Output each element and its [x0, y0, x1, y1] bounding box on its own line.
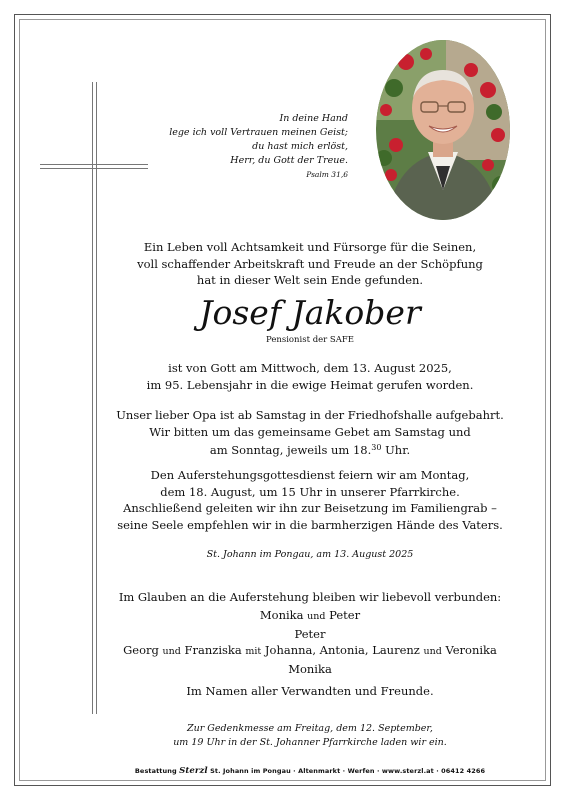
profession: Pensionist der SAFE: [265, 335, 354, 345]
relative-name: Johanna, Antonia, Laurenz: [264, 643, 420, 657]
service-line: Den Auferstehungsgottesdienst feiern wir am Montag,: [150, 468, 470, 482]
viewing-notice: [110, 407, 510, 459]
relatives-row: [110, 607, 510, 626]
psalm-reference: Psalm 31,6: [306, 170, 348, 179]
death-notice: [110, 360, 510, 393]
death-line: im 95. Lebensjahr in die ewige Heimat gerufen worden.: [146, 377, 474, 392]
conjunction: und: [423, 646, 442, 657]
psalm-line: In deine Hand: [279, 113, 348, 124]
footer-undertaker: [110, 766, 510, 776]
relatives-row: Im Namen aller Verwandten und Freunde.: [186, 684, 434, 698]
requiem-line: um 19 Uhr in der St. Johanner Pfarrkirche laden wir ein.: [173, 736, 447, 748]
relative-name: Monika: [259, 608, 304, 622]
faith-statement: Im Glauben an die Auferstehung bleiben wir liebevoll verbunden:: [118, 590, 502, 604]
undertaker-logo: Sterzl: [179, 766, 208, 776]
psalm-verse: [150, 112, 348, 182]
psalm-line: Herr, du Gott der Treue.: [230, 155, 348, 166]
psalm-line: lege ich voll Vertrauen meinen Geist;: [169, 127, 348, 138]
intro-line: voll schaffender Arbeitskraft und Freude an der Schöpfung: [137, 256, 483, 271]
relatives-row: Monika: [288, 661, 332, 676]
psalm-line: du hast mich erlöst,: [252, 141, 348, 152]
viewing-time-suffix: Uhr.: [381, 443, 411, 457]
viewing-time-minutes: 30: [371, 443, 382, 452]
intro-line: hat in dieser Welt sein Ende gefunden.: [196, 273, 424, 287]
funeral-service: [110, 467, 510, 533]
relative-name: Peter: [329, 608, 361, 622]
relative-name: Franziska: [184, 643, 242, 657]
intro-line: Ein Leben voll Achtsamkeit und Fürsorge für die Seinen,: [143, 240, 477, 254]
relatives-list: [110, 607, 510, 700]
viewing-line: Wir bitten um das gemeinsame Gebet am Samstag und: [149, 424, 471, 439]
requiem-line: Zur Gedenkmesse am Freitag, dem 12. September,: [187, 723, 433, 734]
viewing-line: Unser lieber Opa ist ab Samstag in der Friedhofshalle aufgebahrt.: [116, 408, 504, 422]
deceased-name: Josef Jakober: [199, 293, 421, 332]
footer-contact: St. Johann im Pongau · Altenmarkt · Werfen · www.sterzl.at · 06412 4266: [210, 767, 486, 775]
footer-prefix: Bestattung: [134, 767, 177, 775]
conjunction: und: [307, 611, 326, 622]
viewing-line: [110, 440, 510, 459]
service-line: Anschließend geleiten wir ihn zur Beisetzung im Familiengrab –: [123, 501, 497, 515]
place-date: St. Johann im Pongau, am 13. August 2025: [206, 549, 414, 560]
service-line: dem 18. August, um 15 Uhr in unserer Pfarrkirche.: [160, 484, 460, 499]
viewing-time-prefix: am Sonntag, jeweils um 18.: [209, 443, 372, 457]
service-line: seine Seele empfehlen wir in die barmherzigen Hände des Vaters.: [117, 517, 503, 532]
conjunction: mit: [245, 646, 262, 657]
portrait-photo: [376, 40, 510, 220]
memorial-mass: [110, 722, 510, 749]
relatives-row: Peter: [294, 626, 326, 641]
conjunction: und: [162, 646, 181, 657]
relatives-row: [110, 642, 510, 661]
relative-name: Veronika: [445, 643, 497, 657]
intro-text: [110, 239, 510, 289]
death-line: ist von Gott am Mittwoch, dem 13. August 2025,: [168, 361, 452, 375]
relative-name: Georg: [123, 643, 159, 657]
